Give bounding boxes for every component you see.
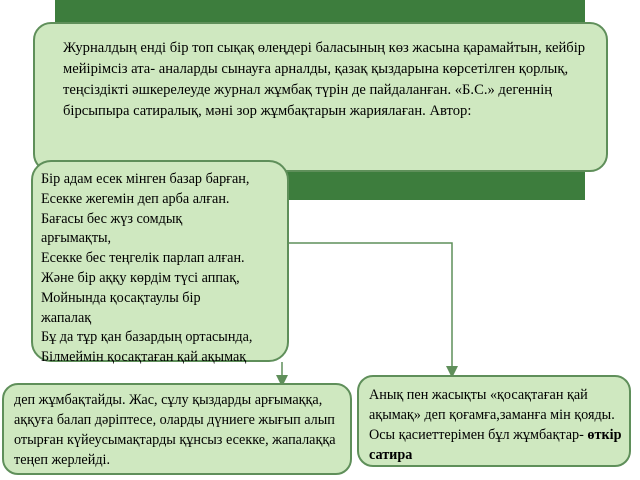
poem-line: Есекке бес теңгелік парлап алған. (41, 250, 245, 267)
poem-line: Және бір аққу көрдім түсі аппақ, (41, 269, 240, 286)
connector-poem-to-right (289, 243, 452, 372)
conclusion-bold-text: өткір сатира (369, 427, 622, 463)
poem-line: Мойнында қосақтаулы бір (41, 289, 201, 306)
intro-text-box (33, 22, 608, 172)
poem-line: Бір адам есек мінген базар барған, (41, 171, 250, 187)
poem-line: жапалақ (41, 309, 92, 326)
conclusion-box (357, 375, 631, 467)
conclusion-text: Анық пен жасықты «қосақтаған қай ақымақ» деп қоғамға,заманға мін қояды. Осы қасиеттерімен бұл жұмбақтар- (369, 387, 615, 443)
poem-box (31, 160, 289, 366)
poem-line: Бағасы бес жүз сомдық (41, 210, 183, 227)
poem-line: Есекке жегемін деп арба алған. (41, 190, 230, 207)
poem-line: арғымақты, (41, 230, 112, 247)
intro-text: Журналдың енді бір топ сықақ өлеңдері баласының көз жасына қарамайтын, кейбір мейірімсіз ата- аналарды сынауға арналды, қазақ қыздарына көрсетілген қорлық, теңсіздікті әшкерелеуде журнал жұмбақ түрін де пайдаланған. «Б.С.» дегеннің бірсыпыра сатиралық, мәні зор жұмбақтарын жариялаған. Автор: (63, 40, 586, 119)
poem-line: Білмеймін қосақтаған қай ақымақ (41, 349, 247, 366)
poem-line: Бұ да тұр қан базардың ортасында, (41, 329, 253, 346)
interpretation-box (2, 383, 352, 475)
conclusion-paragraph (369, 385, 623, 465)
interpretation-text: деп жұмбақтайды. Жас, сұлу қыздарды арғымаққа, аққуға балап дәріптесе, оларды дүниеге жығып алып отырған күйеусымақтарды құнсыз есекке, жапалаққа теңеп жерлейді. (14, 392, 336, 468)
